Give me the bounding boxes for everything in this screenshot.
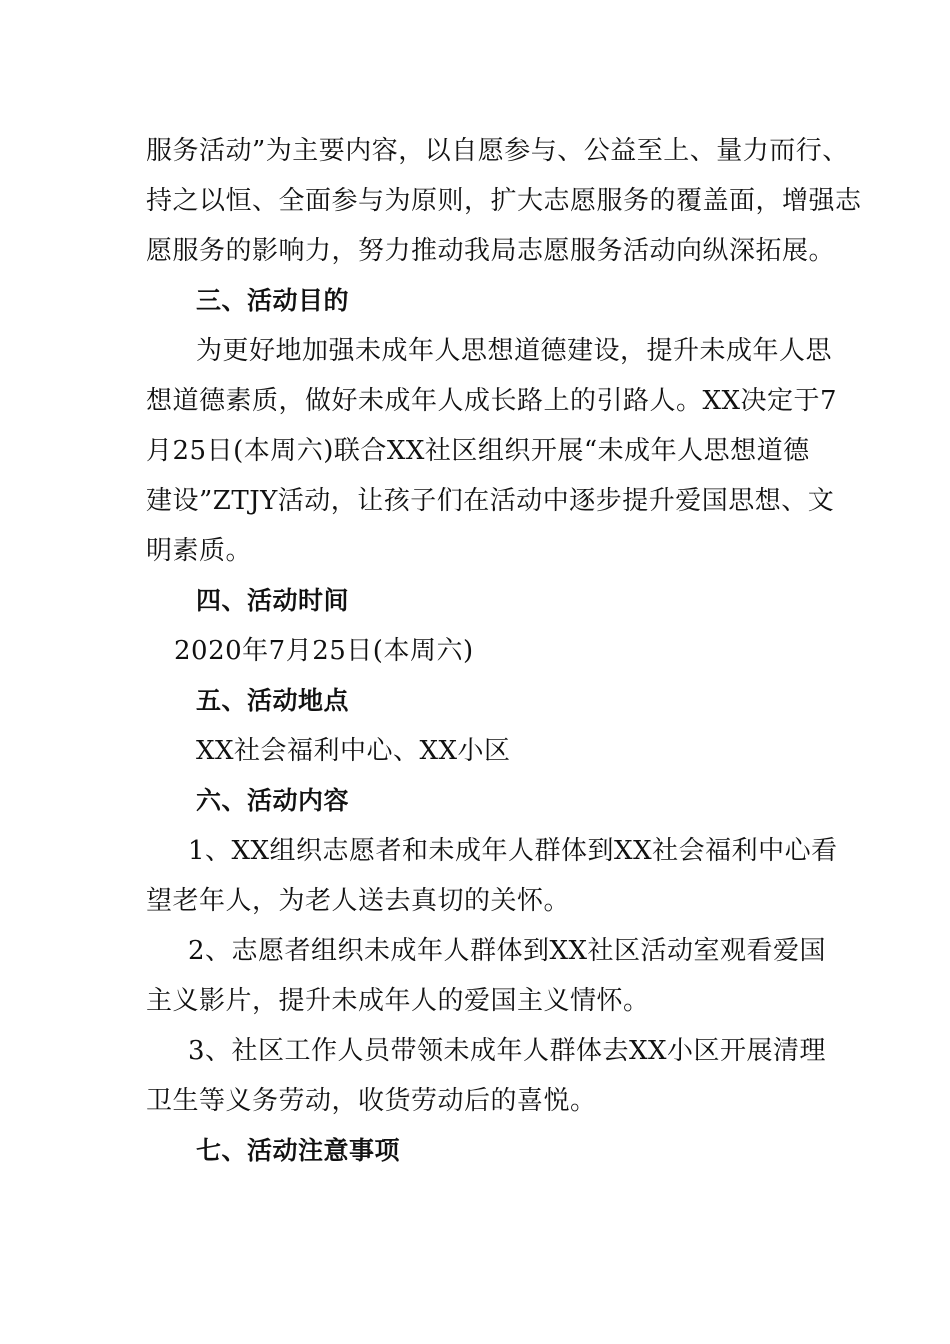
event-date: 2020年7月25日(本周六) (174, 636, 474, 666)
section-heading-5: 五、活动地点 (196, 686, 350, 715)
section-heading-3: 三、活动目的 (196, 286, 350, 315)
event-location: XX社会福利中心、XX小区 (196, 736, 511, 766)
section-heading-6: 六、活动内容 (196, 786, 350, 815)
body-line-3: 愿服务的影响力，努力推动我局志愿服务活动向纵深拓展。 (146, 236, 836, 266)
content-item-1-line-1: 1、XX组织志愿者和未成年人群体到XX社会福利中心看 (188, 836, 838, 866)
content-item-2-line-1: 2、志愿者组织未成年人群体到XX社区活动室观看爱国 (188, 936, 827, 966)
content-item-2-line-2: 主义影片，提升未成年人的爱国主义情怀。 (146, 986, 650, 1016)
content-item-3-line-2: 卫生等义务劳动，收货劳动后的喜悦。 (146, 1086, 597, 1116)
content-item-3-line-1: 3、社区工作人员带领未成年人群体去XX小区开展清理 (188, 1036, 827, 1066)
body-line-7: 月25日(本周六)联合XX社区组织开展“未成年人思想道德 (146, 436, 810, 466)
section-heading-7: 七、活动注意事项 (196, 1136, 401, 1165)
body-line-6: 想道德素质，做好未成年人成长路上的引路人。XX决定于7 (146, 386, 838, 416)
body-line-5: 为更好地加强未成年人思想道德建设，提升未成年人思 (196, 336, 833, 366)
section-heading-4: 四、活动时间 (196, 586, 350, 615)
content-item-1-line-2: 望老年人，为老人送去真切的关怀。 (146, 886, 571, 916)
body-line-9: 明素质。 (146, 536, 253, 566)
body-line-8: 建设”ZTJY活动，让孩子们在活动中逐步提升爱国思想、文 (146, 486, 835, 516)
body-line-2: 持之以恒、全面参与为原则，扩大志愿服务的覆盖面，增强志 (146, 186, 862, 216)
body-line-1: 服务活动”为主要内容，以自愿参与、公益至上、量力而行、 (146, 136, 849, 166)
